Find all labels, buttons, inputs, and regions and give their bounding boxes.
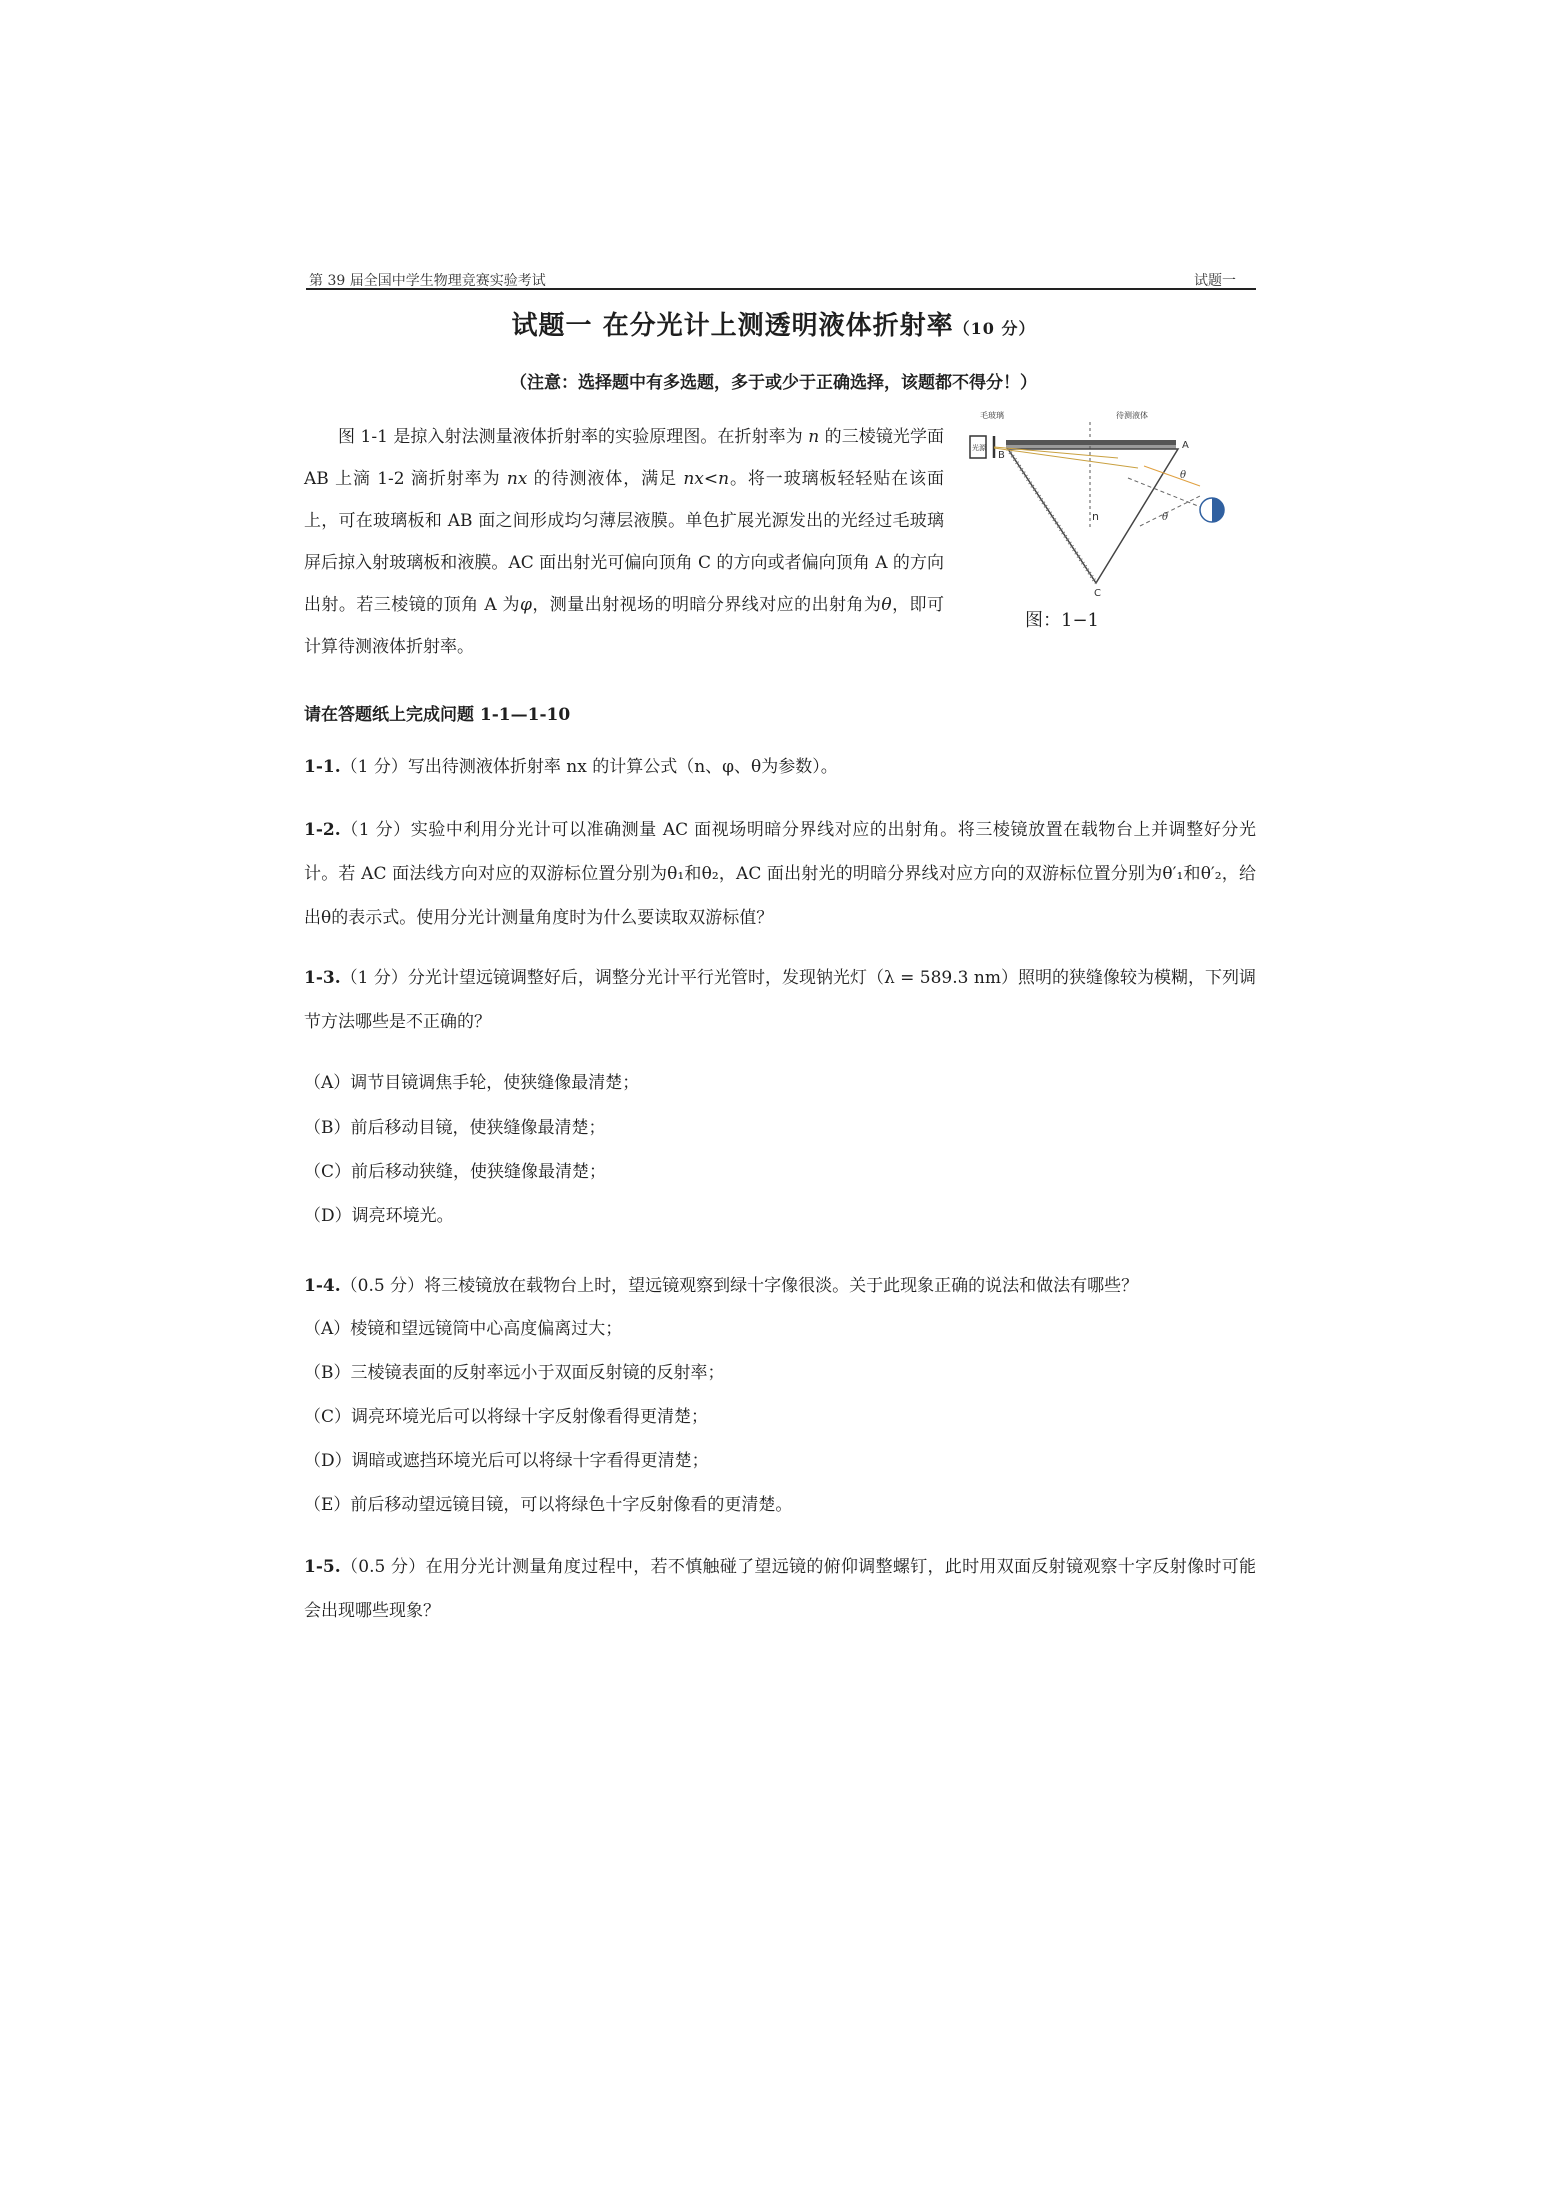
header-exam-name: 第 39 届全国中学生物理竞赛实验考试 <box>309 273 546 289</box>
question-text: （1 分）写出待测液体折射率 nx 的计算公式（n、φ、θ为参数）。 <box>340 757 838 777</box>
question-text: （0.5 分）将三棱镜放在载物台上时，望远镜观察到绿十字像很淡。关于此现象正确的说法和做法有哪些？ <box>340 1276 1139 1296</box>
option-b: （B）前后移动目镜，使狭缝像最清楚； <box>304 1118 606 1138</box>
page-title <box>0 305 1547 342</box>
section-instruction: 请在答题纸上完成问题 1-1—1-10 <box>304 705 571 725</box>
glass-plate <box>1006 440 1176 445</box>
exit-ray <box>1140 496 1200 526</box>
theta-label: θ <box>1180 470 1187 481</box>
option-a: （A）棱镜和望远镜筒中心高度偏离过大； <box>304 1319 623 1339</box>
option-c: （C）调亮环境光后可以将绿十字反射像看得更清楚； <box>304 1407 709 1427</box>
question-text: （1 分）实验中利用分光计可以准确测量 AC 面视场明暗分界线对应的出射角。将三棱镜放置在载物台上并调整好分光计。若 AC 面法线方向对应的双游标位置分别为θ₁和θ₂，AC 面出射光的明暗分界线对应方向的双游标位置分别为θ′₁和θ′₂，给出θ的表示式。使用分光计测量角度时为什么要读取双游标值？ <box>304 820 1256 928</box>
title-points: （10 分） <box>953 319 1036 338</box>
option-a: （A）调节目镜调焦手轮，使狭缝像最清楚； <box>304 1073 640 1093</box>
light-source-label: 光源 <box>972 444 986 452</box>
title-main: 试题一 在分光计上测透明液体折射率 <box>511 311 954 341</box>
question-1-1 <box>304 745 1256 789</box>
vertex-a-label: A <box>1182 440 1189 451</box>
notice: （注意：选择题中有多选题，多于或少于正确选择，该题都不得分！） <box>510 373 1037 393</box>
intro-math-nx: nx <box>506 469 528 489</box>
intro-paragraph <box>304 416 944 668</box>
intro-text: 的三棱镜光学面 AB 上滴 1-2 滴折射率为 <box>304 427 945 489</box>
vertex-c-label: C <box>1094 588 1101 599</box>
intro-math-condition: nx<n <box>683 469 730 489</box>
question-number: 1-2. <box>304 820 341 840</box>
exit-ray <box>1128 478 1203 508</box>
question-1-3 <box>304 956 1256 1044</box>
vertex-b-label: B <box>998 450 1005 461</box>
question-number: 1-1. <box>304 757 341 777</box>
question-number: 1-4. <box>304 1276 341 1296</box>
intro-math-n: n <box>808 427 820 447</box>
option-c: （C）前后移动狭缝，使狭缝像最清楚； <box>304 1162 607 1182</box>
intro-text: ，即可计算待测液体折射率。 <box>304 595 945 657</box>
exit-ray-highlight <box>1144 466 1200 486</box>
question-number: 1-5. <box>304 1557 341 1577</box>
intro-text: 图 1-1 是掠入射法测量液体折射率的实验原理图。在折射率为 <box>338 427 809 447</box>
question-1-5 <box>304 1545 1256 1633</box>
option-d: （D）调暗或遮挡环境光后可以将绿十字看得更清楚； <box>304 1451 709 1471</box>
question-text: （1 分）分光计望远镜调整好后，调整分光计平行光管时，发现钠光灯（λ = 589.3 nm）照明的狭缝像较为模糊，下列调节方法哪些是不正确的？ <box>304 968 1256 1032</box>
header-divider <box>306 288 1256 290</box>
prism-hatched-edge <box>1008 449 1096 583</box>
prism-index-label: n <box>1092 510 1099 523</box>
question-number: 1-3. <box>304 968 341 988</box>
intro-text: ，测量出射视场的明暗分界线对应的出射角为 <box>531 595 882 615</box>
option-b: （B）三棱镜表面的反射率远小于双面反射镜的反射率； <box>304 1363 725 1383</box>
intro-math-phi: φ <box>519 595 532 615</box>
intro-text: 的待测液体，满足 <box>527 469 684 489</box>
question-1-2 <box>304 808 1256 940</box>
liquid-label: 待测液体 <box>1116 411 1148 420</box>
option-d: （D）调亮环境光。 <box>304 1206 454 1226</box>
question-text: （0.5 分）在用分光计测量角度过程中，若不慎触碰了望远镜的俯仰调整螺钉，此时用双面反射镜观察十字反射像时可能会出现哪些现象？ <box>304 1557 1256 1621</box>
question-1-4 <box>304 1264 1256 1308</box>
figure-caption: 图：1−1 <box>1025 610 1099 631</box>
theta-label-2: θ <box>1162 512 1169 523</box>
intro-math-theta: θ <box>881 595 892 615</box>
option-e: （E）前后移动望远镜目镜，可以将绿色十字反射像看的更清楚。 <box>304 1495 793 1515</box>
field-dark-half <box>1212 498 1224 522</box>
prism-diagram <box>968 408 1232 608</box>
intro-text: 。将一玻璃板轻轻贴在该面上，可在玻璃板和 AB 面之间形成均匀薄层液膜。单色扩展光源发出的光经过毛玻璃屏后掠入射玻璃板和液膜。AC 面出射光可偏向顶角 C 的方向或者偏向顶角 A 的方向出射。若三棱镜的顶角 A 为 <box>304 469 945 615</box>
header-problem-label: 试题一 <box>1194 273 1236 289</box>
frosted-glass-label: 毛玻璃 <box>980 411 1004 420</box>
